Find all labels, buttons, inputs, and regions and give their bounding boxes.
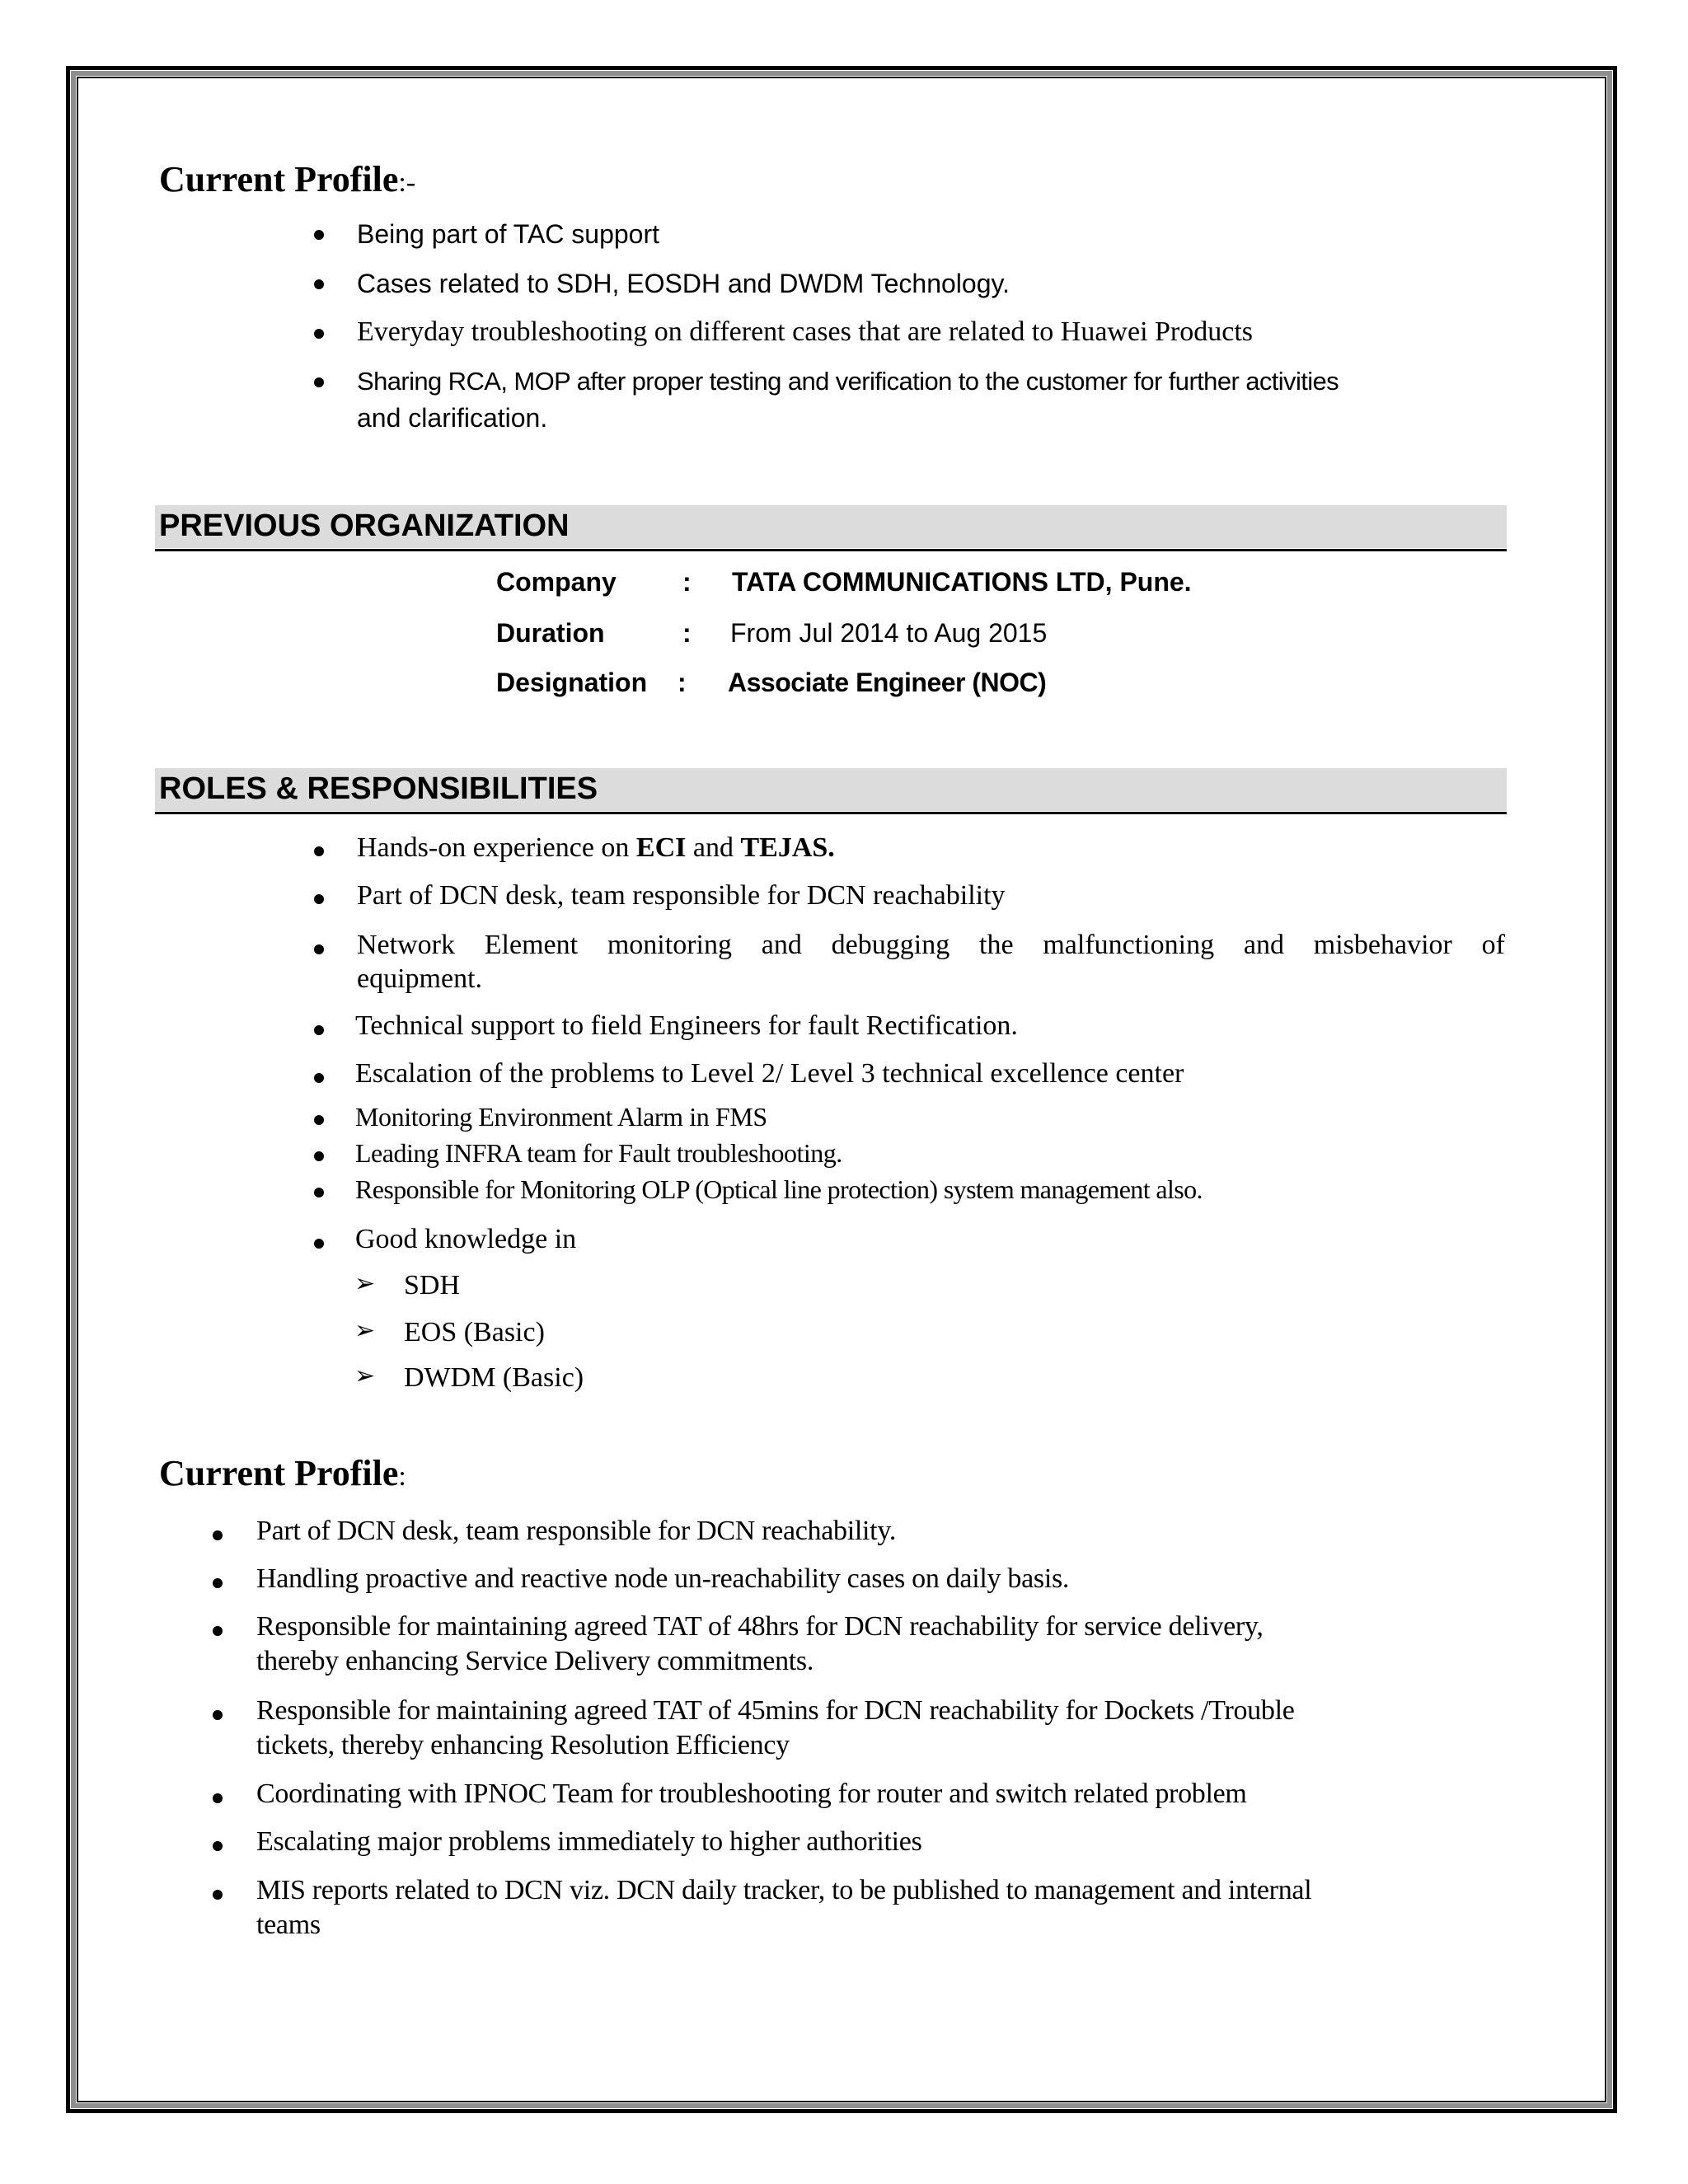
designation-label: Designation <box>496 668 648 697</box>
profile2-item-7-line-2: teams <box>256 1910 321 1940</box>
profile2-item-7-line-1: MIS reports related to DCN viz. DCN daily tracker, to be published to management and internal <box>256 1875 1312 1905</box>
roles-item-1-eci: ECI <box>635 832 687 863</box>
current-profile-suffix-2: : <box>398 1461 406 1492</box>
roles-item-1-text: Hands-on experience on <box>357 832 636 863</box>
roles-item-3-line-2: equipment. <box>357 963 483 994</box>
knowledge-dwdm: DWDM (Basic) <box>404 1362 584 1393</box>
roles-item-3-line-1: Network Element monitoring and debugging the malfunctioning and misbehavior of <box>357 930 1505 960</box>
knowledge-eos: EOS (Basic) <box>404 1317 545 1347</box>
profile2-item-4-line-1: Responsible for maintaining agreed TAT of 45mins for DCN reachability for Dockets /Trouble <box>256 1695 1295 1726</box>
roles-heading: ROLES & RESPONSIBILITIES <box>159 771 598 806</box>
profile2-item-4-line-2: tickets, thereby enhancing Resolution Efficiency <box>256 1730 790 1760</box>
profile-item-4-line-2: and clarification. <box>357 403 548 433</box>
roles-rule <box>155 812 1507 814</box>
roles-item-9: Good knowledge in <box>355 1224 577 1254</box>
bullet-icon <box>314 230 324 240</box>
roles-item-7: Leading INFRA team for Fault troubleshooting. <box>355 1138 842 1168</box>
roles-item-2: Part of DCN desk, team responsible for DCN reachability <box>357 880 1006 911</box>
bullet-icon <box>314 279 324 289</box>
bullet-icon <box>213 1530 223 1540</box>
roles-item-6: Monitoring Environment Alarm in FMS <box>355 1102 767 1132</box>
bullet-icon <box>314 944 324 954</box>
previous-org-heading: PREVIOUS ORGANIZATION <box>159 509 570 543</box>
company-value: TATA COMMUNICATIONS LTD, Pune. <box>732 567 1192 597</box>
current-profile-heading <box>159 158 415 200</box>
arrow-bullet-icon: ➢ <box>354 1269 376 1298</box>
duration-value: From Jul 2014 to Aug 2015 <box>730 618 1048 648</box>
bullet-icon <box>314 1073 324 1083</box>
profile-item-3: Everyday troubleshooting on different cases that are related to Huawei Products <box>357 316 1254 347</box>
bullet-icon <box>314 1188 324 1197</box>
knowledge-sdh: SDH <box>404 1270 461 1301</box>
bullet-icon <box>314 1115 324 1125</box>
profile2-item-1: Part of DCN desk, team responsible for DCN reachability. <box>256 1516 897 1546</box>
profile-item-4-line-1: Sharing RCA, MOP after proper testing and verification to the customer for further activities <box>357 367 1339 396</box>
bullet-icon <box>314 1151 324 1161</box>
arrow-bullet-icon: ➢ <box>354 1361 376 1390</box>
bullet-icon <box>213 1578 223 1588</box>
bullet-icon <box>213 1890 223 1900</box>
designation-colon: : <box>678 668 687 697</box>
previous-org-rule <box>155 549 1507 551</box>
bullet-icon <box>213 1626 223 1636</box>
profile2-item-3-line-2: thereby enhancing Service Delivery commitments. <box>256 1646 814 1676</box>
bullet-icon <box>314 894 324 904</box>
roles-item-4: Technical support to field Engineers for fault Rectification. <box>355 1010 1018 1041</box>
profile2-item-3-line-1: Responsible for maintaining agreed TAT of 48hrs for DCN reachability for service delivery, <box>256 1611 1264 1642</box>
bullet-icon <box>213 1841 223 1851</box>
company-colon: : <box>682 567 692 597</box>
bullet-icon <box>213 1793 223 1803</box>
roles-item-8: Responsible for Monitoring OLP (Optical line protection) system management also. <box>355 1174 1203 1204</box>
profile2-item-6: Escalating major problems immediately to higher authorities <box>256 1826 922 1857</box>
current-profile-suffix: :- <box>398 167 416 198</box>
profile-item-2: Cases related to SDH, EOSDH and DWDM Technology. <box>357 269 1010 298</box>
bullet-icon <box>213 1710 223 1720</box>
bullet-icon <box>314 377 324 387</box>
roles-item-5: Escalation of the problems to Level 2/ Level 3 technical excellence center <box>355 1058 1184 1089</box>
bullet-icon <box>314 329 324 339</box>
profile2-item-5: Coordinating with IPNOC Team for troubleshooting for router and switch related problem <box>256 1779 1247 1809</box>
bullet-icon <box>314 1239 324 1249</box>
bullet-icon <box>314 846 324 856</box>
arrow-bullet-icon: ➢ <box>354 1316 376 1345</box>
current-profile-title: Current Profile <box>159 159 399 199</box>
designation-value: Associate Engineer (NOC) <box>728 668 1047 697</box>
duration-colon: : <box>682 618 692 648</box>
profile-item-1: Being part of TAC support <box>357 219 660 249</box>
roles-item-1 <box>357 832 835 864</box>
company-label: Company <box>496 567 617 597</box>
roles-item-1-tejas: TEJAS. <box>740 832 835 863</box>
current-profile-title-2: Current Profile <box>159 1453 399 1493</box>
current-profile-heading-2 <box>159 1452 406 1494</box>
duration-label: Duration <box>496 618 605 648</box>
profile2-item-2: Handling proactive and reactive node un-reachability cases on daily basis. <box>256 1563 1070 1594</box>
bullet-icon <box>314 1025 324 1035</box>
roles-item-1-and: and <box>686 832 741 863</box>
